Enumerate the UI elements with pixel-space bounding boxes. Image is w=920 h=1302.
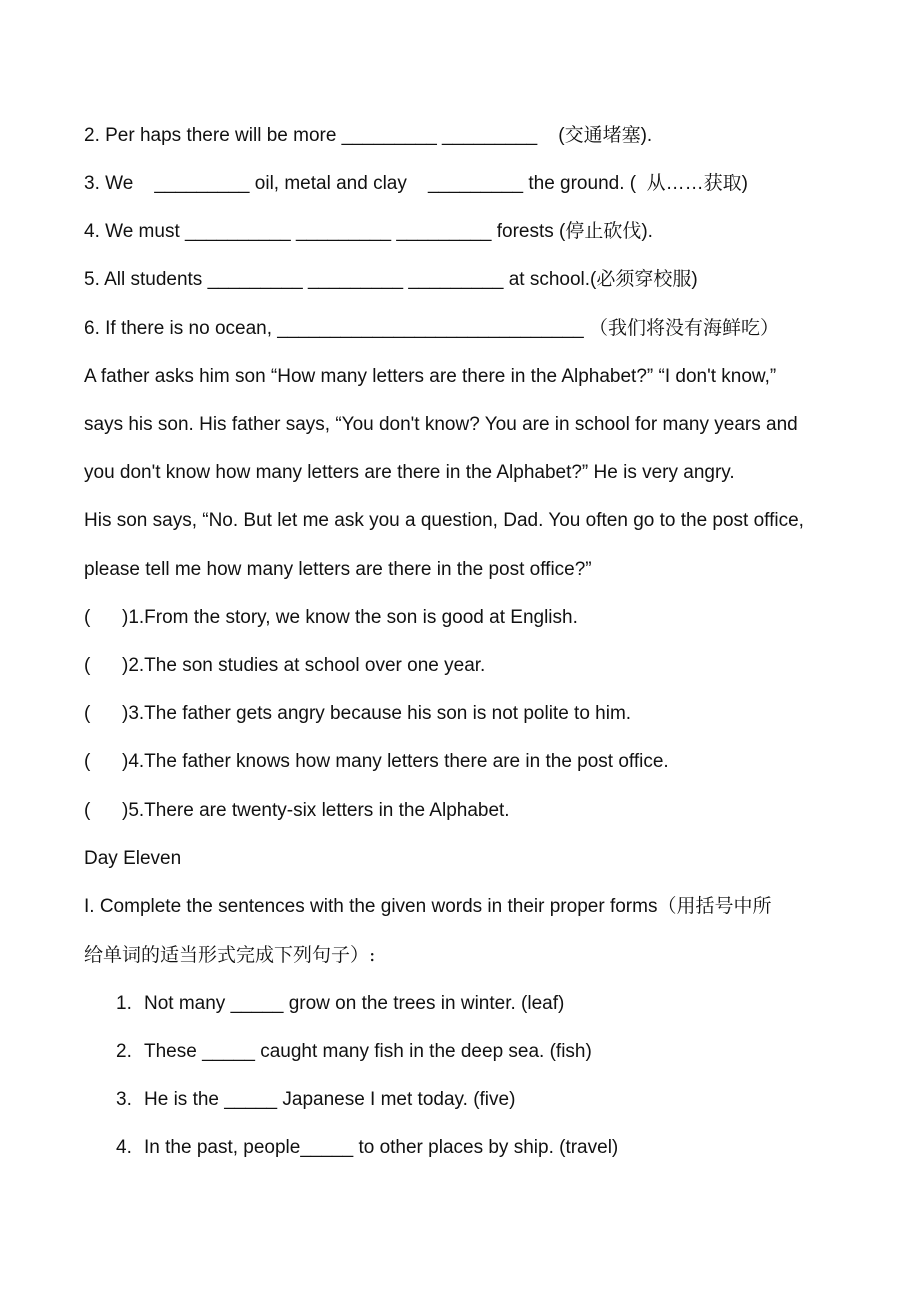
exercise-text: Not many _____ grow on the trees in winter. (leaf) — [144, 993, 565, 1014]
fill-in-sentence-5: 5. All students _________ _________ _________ at school.(必须穿校服) — [84, 269, 698, 290]
question-4: ( )4.The father knows how many letters there are in the post office. — [84, 751, 669, 772]
story-line-3: you don't know how many letters are there in the Alphabet?” He is very angry. — [84, 462, 735, 483]
fill-in-sentence-6: 6. If there is no ocean, _____________________________ （我们将没有海鲜吃） — [84, 318, 780, 339]
exercise-text: These _____ caught many fish in the deep sea. (fish) — [144, 1041, 592, 1062]
story-line-2: says his son. His father says, “You don't know? You are in school for many years and — [84, 414, 798, 435]
fill-in-sentence-3: 3. We _________ oil, metal and clay _________ the ground. ( 从……获取) — [84, 173, 748, 194]
story-line-4: His son says, “No. But let me ask you a question, Dad. You often go to the post office, — [84, 510, 804, 531]
story-line-5: please tell me how many letters are there in the post office?” — [84, 559, 592, 580]
fill-in-sentence-4: 4. We must __________ _________ _________ forests (停止砍伐). — [84, 221, 653, 242]
story-line-1: A father asks him son “How many letters are there in the Alphabet?” “I don't know,” — [84, 366, 777, 387]
question-3: ( )3.The father gets angry because his son is not polite to him. — [84, 703, 632, 724]
day-heading: Day Eleven — [84, 848, 182, 869]
instruction-line-2: 给单词的适当形式完成下列句子）: — [84, 944, 376, 966]
exercise-text: In the past, people_____ to other places by ship. (travel) — [144, 1137, 619, 1158]
exercise-number: 1. — [116, 993, 132, 1014]
exercise-number: 3. — [116, 1089, 132, 1110]
question-2: ( )2.The son studies at school over one year. — [84, 655, 486, 676]
instruction-line-1: I. Complete the sentences with the given words in their proper forms（用括号中所 — [84, 896, 772, 917]
exercise-number: 4. — [116, 1137, 132, 1158]
question-5: ( )5.There are twenty-six letters in the Alphabet. — [84, 800, 510, 821]
question-1: ( )1.From the story, we know the son is good at English. — [84, 607, 578, 628]
exercise-number: 2. — [116, 1041, 132, 1062]
fill-in-sentence-2: 2. Per haps there will be more _________ _________ (交通堵塞). — [84, 125, 653, 146]
exercise-text: He is the _____ Japanese I met today. (five) — [144, 1089, 516, 1110]
